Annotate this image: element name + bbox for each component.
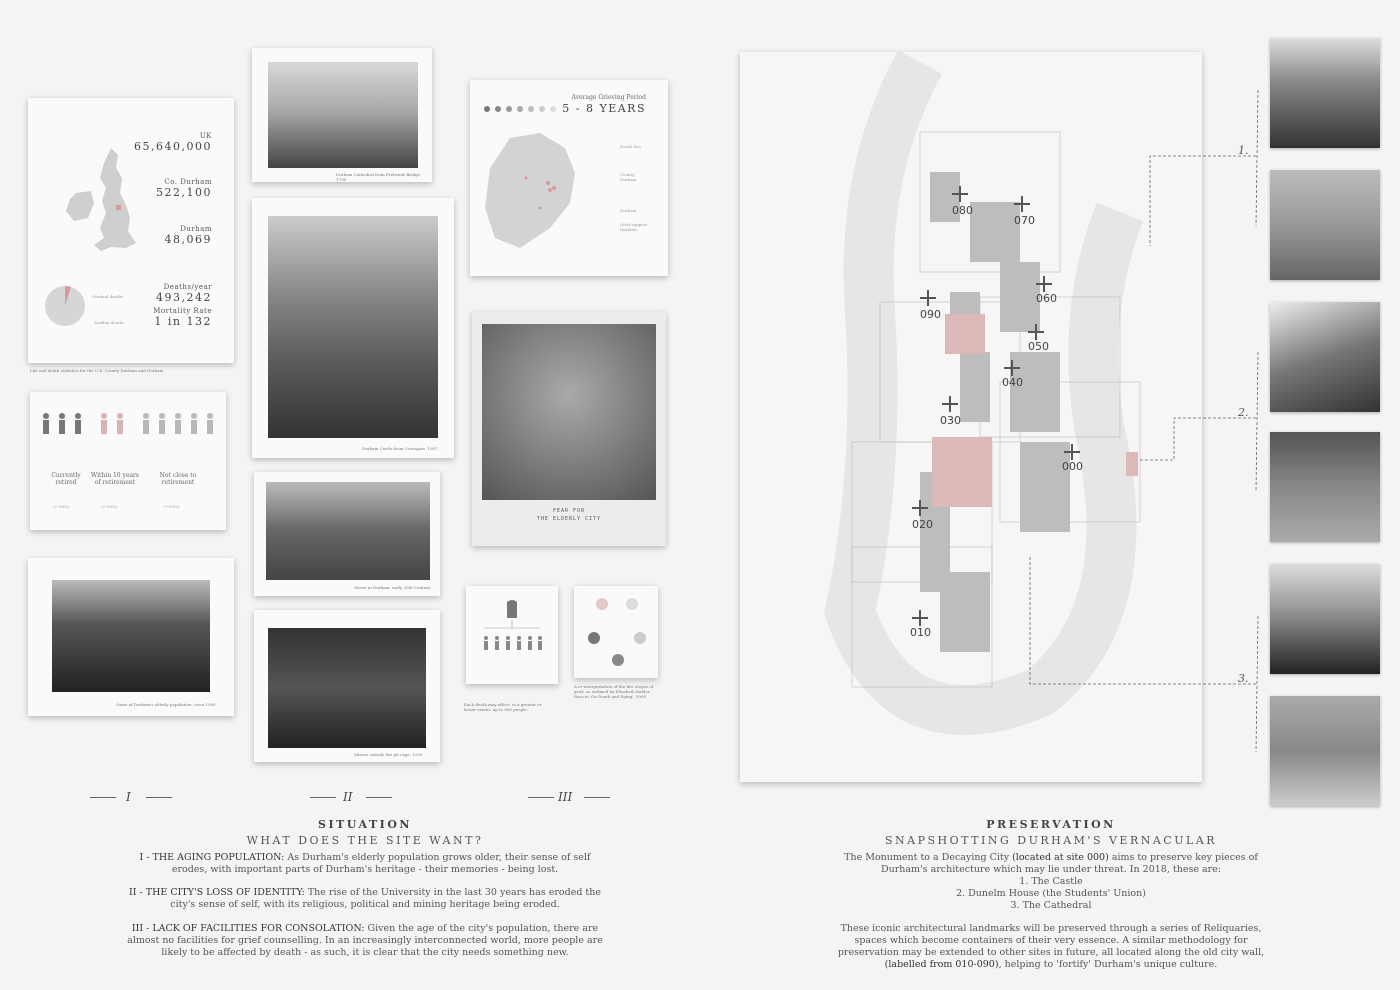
deaths-value: 493,242 <box>156 291 212 304</box>
retirement-card <box>30 392 226 530</box>
dunelm-house-photo <box>1270 302 1380 412</box>
connector-lines <box>1020 86 1280 826</box>
side-number-3: 3. <box>1238 672 1249 685</box>
people-figures <box>40 412 220 442</box>
grief-stages-diagram <box>576 592 656 672</box>
side-number-2: 2. <box>1238 406 1249 419</box>
map-label-north-sea: North Sea <box>620 144 641 149</box>
situation-title: SITUATION <box>318 818 412 831</box>
within-retirement-label: Within 10 years of retirement <box>91 472 139 486</box>
p1-body: As Durham's elderly population grows older, their sense of self erodes, with important parts of Durham's heritage - their memories - being lost. <box>171 852 591 875</box>
situation-p3 <box>126 923 604 959</box>
p1-c: aims to preserve key pieces of Durham's architecture which may lie under threat. In 2018, these are: <box>881 852 1258 875</box>
county-label: Co. Durham <box>164 178 212 186</box>
grief-stages-caption: A re-interpretation of the five stages of grief, as outlined by Elisabeth Kubler Ross in 'On Death and Dying', 1969 <box>574 684 654 699</box>
site-080[interactable]: 080 <box>952 204 973 217</box>
not-close-label: Not close to retirement <box>159 472 197 486</box>
cathedral-reliquary-photo <box>1270 696 1380 806</box>
situation-p2 <box>126 887 604 911</box>
site-030[interactable]: 030 <box>940 414 961 427</box>
grieving-label: Average Grieving Period <box>571 94 646 101</box>
preservation-list-3: 3. The Cathedral <box>1010 900 1092 911</box>
uk-value: 65,640,000 <box>134 140 212 153</box>
castle-photo <box>268 216 438 438</box>
site-000[interactable]: 000 <box>1062 460 1083 473</box>
p2-c: , helping to 'fortify' Durham's unique culture. <box>998 959 1218 970</box>
castle-card <box>252 198 454 458</box>
elderly-group-card <box>28 558 234 716</box>
miners-card <box>254 610 440 762</box>
polaroid-card <box>472 312 666 546</box>
mortality-value: 1 in 132 <box>154 315 212 328</box>
p2-head: II - THE CITY'S LOSS OF IDENTITY: <box>129 887 305 898</box>
roman-ii: II <box>343 790 353 804</box>
retired-pct: (~30%) <box>54 504 70 509</box>
grieving-dots <box>482 104 566 114</box>
map-label-facilities: Grief support facilities <box>620 222 648 232</box>
preservation-list-1: 1. The Castle <box>1019 876 1083 887</box>
cathedral-card <box>252 48 432 182</box>
preservation-p1 <box>826 852 1276 876</box>
durham-label: Durham <box>180 225 212 233</box>
site-040[interactable]: 040 <box>1002 376 1023 389</box>
death-pie-chart <box>44 285 86 327</box>
polaroid-line-2: THE ELDERLY CITY <box>536 516 602 522</box>
elderly-group-photo <box>52 580 210 692</box>
p1-head: I - THE AGING POPULATION: <box>139 852 285 863</box>
gravestone-diagram <box>472 600 552 670</box>
dunelm-reliquary-photo <box>1270 432 1380 542</box>
street-photo <box>266 482 430 580</box>
cathedral-side-photo <box>1270 564 1380 674</box>
durham-value: 48,069 <box>164 233 212 246</box>
miners-caption: Miners outside the pit cage, 1930 <box>354 752 423 757</box>
grieving-value: 5 - 8 YEARS <box>562 102 646 115</box>
roman-i: I <box>126 790 131 804</box>
preservation-list-2: 2. Dunelm House (the Students' Union) <box>956 888 1146 899</box>
roman-iii: III <box>558 790 573 804</box>
cathedral-caption: Durham Cathedral from Prebends Bridge, 1790 <box>336 172 422 182</box>
grieving-card <box>470 80 668 276</box>
map-label-county: County Durham <box>620 172 637 182</box>
situation-subtitle: WHAT DOES THE SITE WANT? <box>246 834 484 847</box>
p3-body: Given the age of the city's population, there are almost no facilities for grief counselling. In an increasingly interconnected world, more people are likely to be affected by death - as such, it is clear that the city needs something new. <box>127 923 603 958</box>
mortality-label: Mortality Rate <box>153 307 212 315</box>
uk-label: UK <box>199 132 212 140</box>
p1-a: The Monument to a Decaying City <box>844 852 1013 863</box>
site-070[interactable]: 070 <box>1014 214 1035 227</box>
p2-a: These iconic architectural landmarks will be preserved through a series of Reliquaries, spaces which become containers of their very essence. A similar methodology for preservation may be extended to other sites in future, all located along the old city wall, <box>837 923 1265 958</box>
deaths-label: Deaths/year <box>163 283 212 291</box>
site-010[interactable]: 010 <box>910 626 931 639</box>
within-pct: (~20%) <box>102 504 118 509</box>
uk-stats-caption: Life and death statistics for the U.K. County Durham and Durham <box>30 368 164 373</box>
death-affect-card <box>466 586 558 684</box>
uk-stats-card <box>28 98 234 363</box>
site-090[interactable]: 090 <box>920 308 941 321</box>
foggy-tree-photo <box>482 324 656 500</box>
p2-body: The rise of the University in the last 30 years has eroded the city's sense of self, with its religious, political and mining heritage being eroded. <box>170 887 601 910</box>
county-map <box>480 128 584 258</box>
site-050[interactable]: 050 <box>1028 340 1049 353</box>
preservation-p2 <box>826 923 1276 971</box>
site-060[interactable]: 060 <box>1036 292 1057 305</box>
side-number-1: 1. <box>1238 144 1249 157</box>
castle-reliquary-photo <box>1270 170 1380 280</box>
group-caption: Some of Durham's elderly population, circa 1900 <box>116 702 216 707</box>
preservation-subtitle: SNAPSHOTTING DURHAM'S VERNACULAR <box>884 834 1218 847</box>
street-card <box>254 472 440 596</box>
street-caption: Street in Durham, early 20th Century <box>354 585 431 590</box>
p3-head: III - LACK OF FACILITIES FOR CONSOLATION: <box>131 923 365 934</box>
castle-side-photo <box>1270 38 1380 148</box>
p2-b: (labelled from 010-090) <box>884 959 999 970</box>
p1-b: (located at site 000) <box>1012 852 1109 863</box>
castle-caption: Durham Castle from Crossgate, 1957 <box>362 446 438 451</box>
pie-label-sudden: Sudden deaths <box>94 320 125 325</box>
site-020[interactable]: 020 <box>912 518 933 531</box>
map-label-durham: Durham <box>620 208 637 213</box>
death-affect-caption: Each death may affect, to a greater or lesser extent, up to 600 people. <box>464 702 542 712</box>
polaroid-line-1: FEAR FOR <box>552 508 586 514</box>
grief-stages-card <box>574 586 658 678</box>
situation-p1 <box>126 852 604 876</box>
county-value: 522,100 <box>156 186 212 199</box>
preservation-title: PRESERVATION <box>986 818 1116 831</box>
cathedral-photo <box>268 62 418 168</box>
retired-label: Currently retired <box>51 472 81 486</box>
miners-photo <box>268 628 426 748</box>
not-close-pct: (~50%) <box>164 504 180 509</box>
pie-label-gradual: Gradual deaths <box>92 294 124 299</box>
